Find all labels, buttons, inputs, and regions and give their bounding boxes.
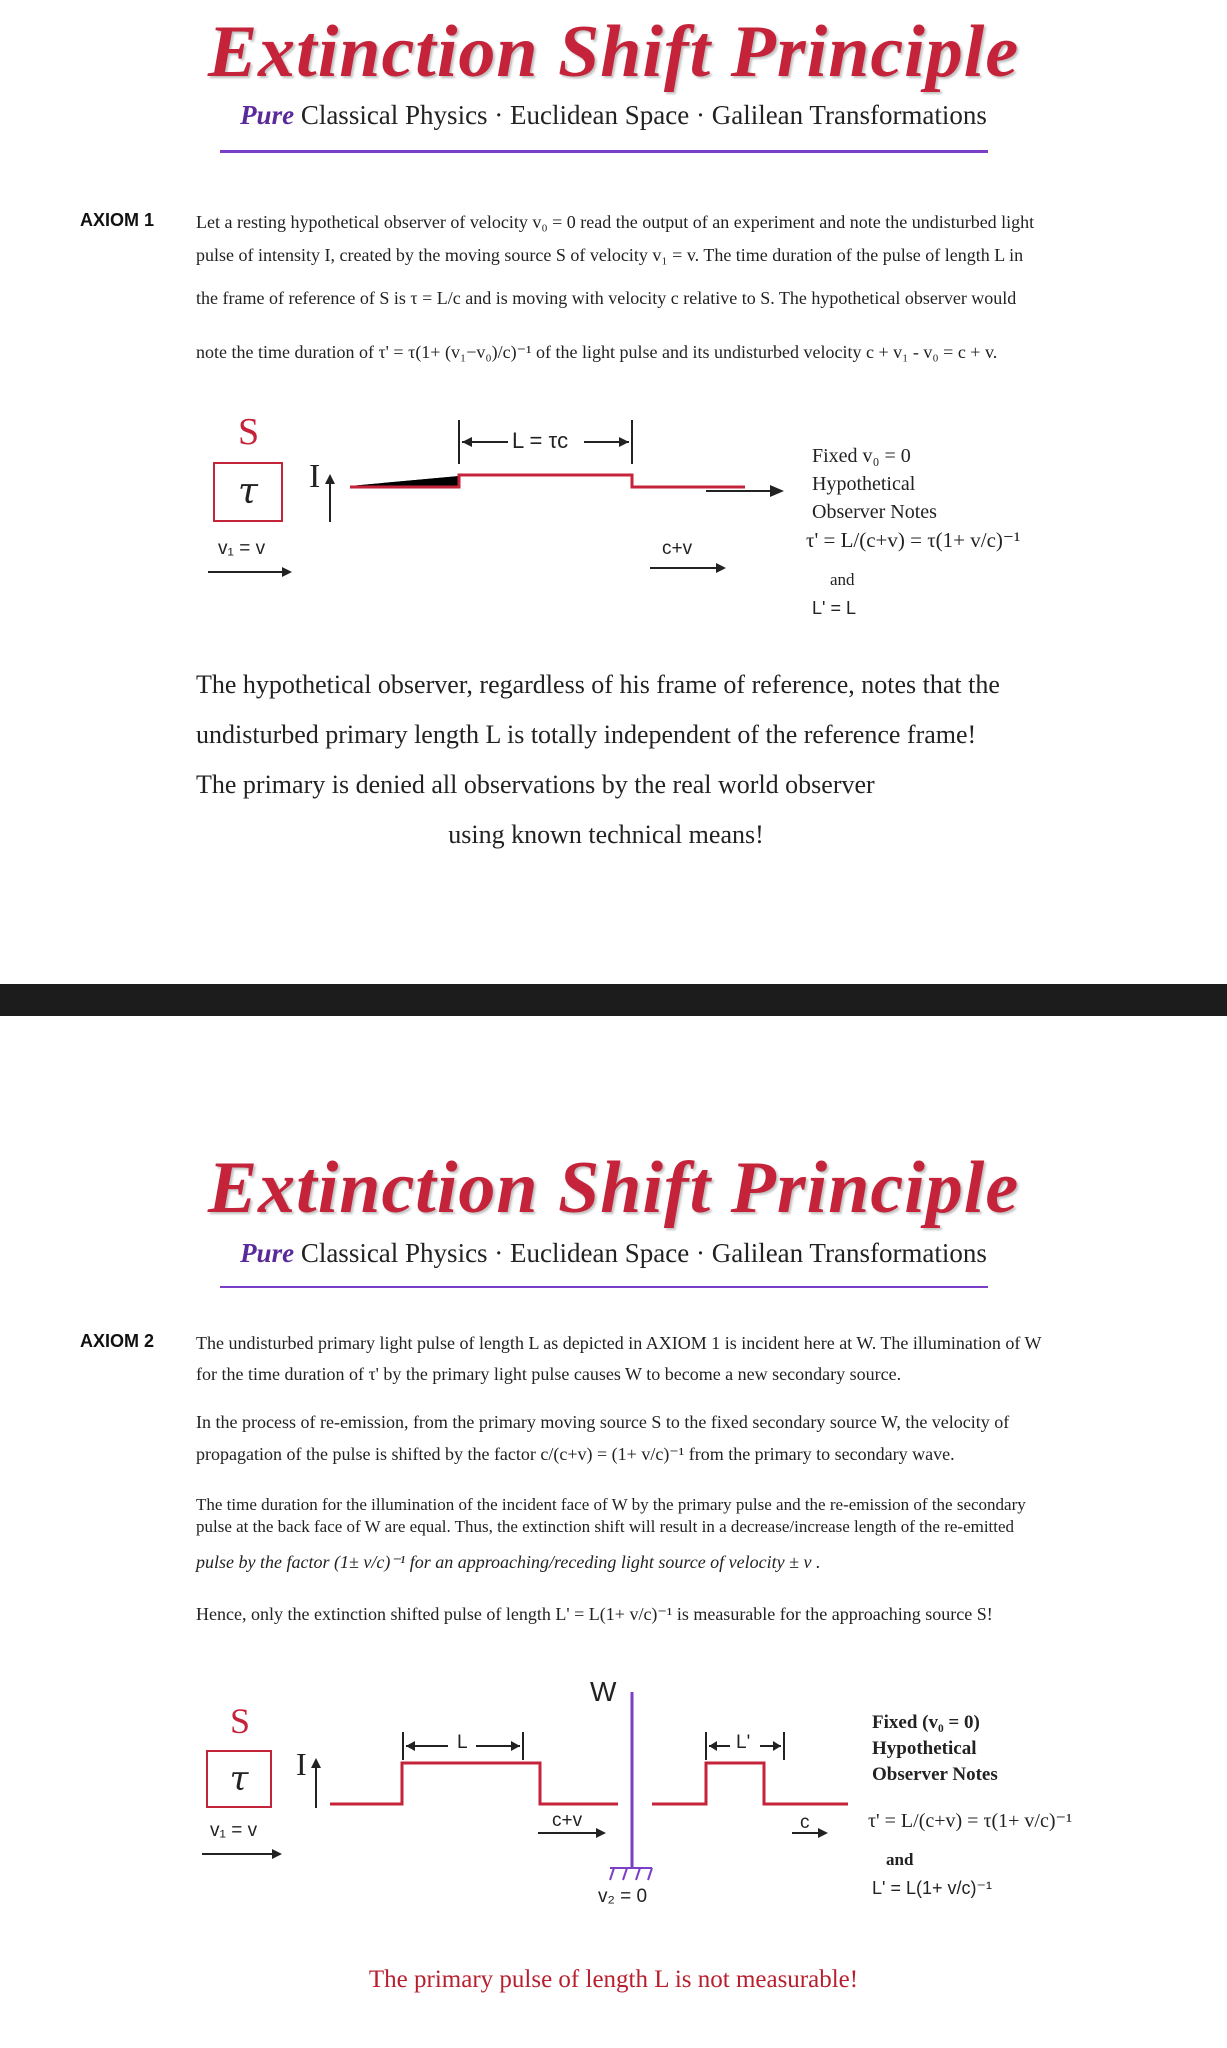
panel1-title-rule bbox=[220, 150, 988, 153]
subtitle2-rest: Classical Physics · Euclidean Space · Galilean Transformations bbox=[294, 1238, 987, 1268]
axiom1-statement-line1: The hypothetical observer, regardless of his frame of reference, notes that the bbox=[196, 670, 1000, 699]
axiom2-p3-line2: pulse at the back face of W are equal. Thus, the extinction shift will result in a decrease/increase length of the re-emitted bbox=[196, 1517, 1015, 1536]
axiom2-p1-line1: The undisturbed primary light pulse of length L as depicted in AXIOM 1 is incident here at W. The illumination of W bbox=[196, 1333, 1042, 1353]
d1-notes-and: and bbox=[830, 570, 855, 589]
panel-divider bbox=[0, 984, 1227, 1016]
d2-velocity-primary: c+v bbox=[552, 1810, 583, 1831]
subtitle2-pure: Pure bbox=[240, 1238, 295, 1268]
axiom2-label: AXIOM 2 bbox=[80, 1331, 155, 1351]
d2-notes-and: and bbox=[886, 1850, 914, 1869]
d2-intensity-label: I bbox=[296, 1746, 307, 1782]
subtitle-rest: Classical Physics · Euclidean Space · Galilean Transformations bbox=[294, 100, 987, 130]
d1-pulse-velocity: c+v bbox=[662, 538, 693, 559]
panel2-title: Extinction Shift Principle bbox=[207, 1147, 1020, 1229]
d1-pulse-line bbox=[350, 477, 459, 485]
d2-velocity-secondary: c bbox=[800, 1812, 810, 1833]
d1-source-velocity: v₁ = v bbox=[218, 538, 266, 559]
d1-source-label: S bbox=[238, 411, 260, 453]
d1-notes-line1: Fixed v₀ = 0 bbox=[812, 445, 911, 467]
d2-notes-line3: Observer Notes bbox=[872, 1764, 998, 1785]
panel2-subtitle bbox=[0, 1238, 1227, 1269]
d1-notes-line3: Observer Notes bbox=[812, 501, 937, 523]
d1-length-label: L = τc bbox=[512, 428, 569, 453]
axiom1-statement-line2: undisturbed primary length L is totally independent of the reference frame! bbox=[196, 720, 977, 749]
d2-notes-length: L' = L(1+ v/c)⁻¹ bbox=[872, 1878, 992, 1898]
d1-notes-line2: Hypothetical bbox=[812, 473, 916, 495]
axiom1-statement-line4: using known technical means! bbox=[448, 820, 764, 849]
d2-source-tau: τ bbox=[229, 1759, 249, 1799]
d1-source-tau: τ bbox=[238, 471, 258, 512]
d1-notes-length: L' = L bbox=[812, 598, 856, 618]
axiom2-p3-line3: pulse by the factor (1± v/c)⁻¹ for an approaching/receding light source of velocity ± v . bbox=[196, 1552, 821, 1572]
axiom1-para-line1: Let a resting hypothetical observer of velocity v₀ = 0 read the output of an experiment and note the undisturbed light bbox=[196, 212, 1035, 232]
axiom1-label: AXIOM 1 bbox=[80, 210, 155, 230]
axiom1-para-line3: the frame of reference of S is τ = L/c and is moving with velocity c relative to S. The hypothetical observer would bbox=[196, 288, 1017, 308]
axiom2-bottom-statement: The primary pulse of length L is not measurable! bbox=[368, 1966, 859, 1993]
d2-notes-formula: τ' = L/(c+v) = τ(1+ v/c)⁻¹ bbox=[868, 1810, 1073, 1832]
axiom2-p2-line1: In the process of re-emission, from the primary moving source S to the fixed secondary source W, the velocity of bbox=[196, 1412, 1010, 1432]
d1-notes-formula: τ' = L/(c+v) = τ(1+ v/c)⁻¹ bbox=[806, 528, 1021, 552]
d2-source-velocity: v₁ = v bbox=[210, 1820, 258, 1841]
panel1-title: Extinction Shift Principle bbox=[207, 11, 1020, 93]
d1-observer-notes bbox=[812, 442, 937, 526]
d1-pulse-path bbox=[350, 475, 745, 487]
d2-notes-line1: Fixed (v₀ = 0) bbox=[872, 1712, 980, 1733]
d2-wall-label: W bbox=[590, 1676, 617, 1707]
axiom2-p4-line1: Hence, only the extinction shifted pulse of length L' = L(1+ v/c)⁻¹ is measurable for the approaching source S! bbox=[196, 1604, 993, 1624]
axiom1-para-line2: pulse of intensity I, created by the moving source S of velocity v₁ = v. The time duration of the pulse of length L in bbox=[196, 245, 1024, 265]
d2-length-primary: L bbox=[457, 1732, 468, 1753]
axiom1-statement-line3: The primary is denied all observations by the real world observer bbox=[196, 770, 875, 799]
d1-intensity-label: I bbox=[309, 458, 321, 495]
d2-notes-line2: Hypothetical bbox=[872, 1738, 977, 1759]
axiom2-p2-line2: propagation of the pulse is shifted by the factor c/(c+v) = (1+ v/c)⁻¹ from the primary to secondary wave. bbox=[196, 1444, 955, 1464]
panel2-title-rule bbox=[220, 1286, 988, 1288]
axiom1-para-line4: note the time duration of τ' = τ(1+ (v₁−v₀)/c)⁻¹ of the light pulse and its undisturbed velocity c + v₁ - v₀ = c + v. bbox=[196, 342, 998, 362]
d2-observer-notes bbox=[872, 1710, 998, 1788]
d2-length-secondary: L' bbox=[736, 1732, 751, 1753]
d2-source-label: S bbox=[230, 1701, 251, 1741]
axiom2-p3-line1: The time duration for the illumination of the incident face of W by the primary pulse and the re-emission of the secondary bbox=[196, 1495, 1026, 1514]
axiom2-p1-line2: for the time duration of τ' by the primary light pulse causes W to become a new secondary source. bbox=[196, 1364, 902, 1384]
panel1-subtitle bbox=[0, 100, 1227, 131]
d1-pulse-svg bbox=[0, 400, 1227, 630]
d2-primary-pulse bbox=[330, 1763, 618, 1804]
d2-secondary-pulse bbox=[652, 1763, 848, 1804]
subtitle-pure: Pure bbox=[240, 100, 295, 130]
d2-wall-velocity: v₂ = 0 bbox=[598, 1886, 648, 1907]
